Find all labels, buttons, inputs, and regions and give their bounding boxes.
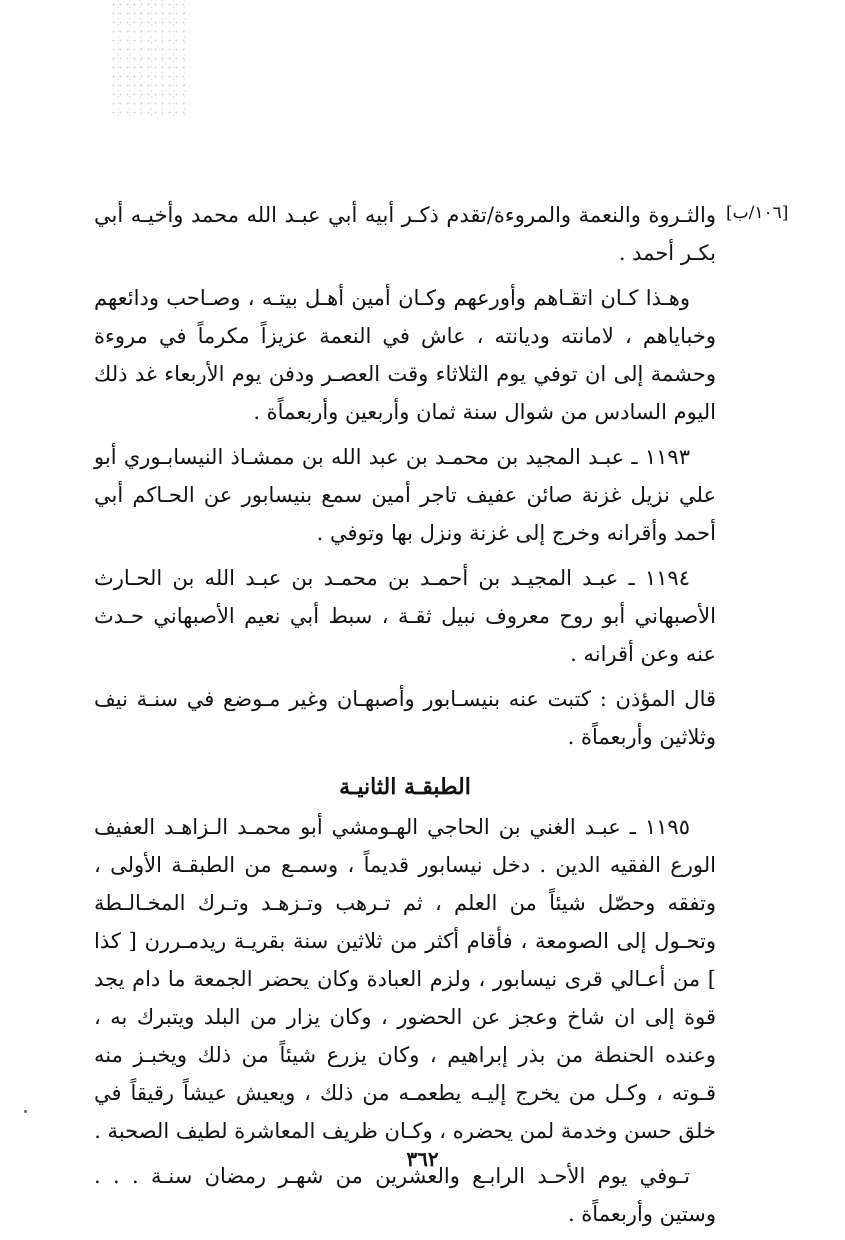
paragraph-biography-note: وهـذا كـان اتقـاهم وأورعهم وكـان أمين أهـل بيتـه ، وصـاحب ودائعهم وخباياهم ، لامانته وديانته ، عاش في النعمة عزيزاً مكرماً في مروءة وحشمة إلى ان توفي يوم الثلاثاء وقت العصـر ودفن يوم الأربعاء غد ذلك اليوم السادس من شوال سنة ثمان وأربعين وأربعماًة .	[94, 286, 716, 424]
page-body	[94, 196, 716, 1240]
paragraph-muezzin-quote: قال المؤذن : كتبت عنه بنيسـابور وأصبهـان وغير مـوضع في سنـة نيف وثلاثين وأربعماًة .	[94, 687, 716, 749]
section-heading: الطبقـة الثانيـة	[339, 774, 471, 800]
scan-dot-artifact	[24, 1110, 27, 1113]
folio-margin-reference: [١٠٦/ب]	[726, 203, 789, 223]
paragraph-continuation: والثـروة والنعمة والمروءة/تقدم ذكـر أبيه أبي عبـد الله محمد وأخيـه أبي بكـر أحمد .	[94, 203, 716, 265]
entry-1195: ١١٩٥ ـ عبـد الغني بن الحاجي الهـومشي أبو محمـد الـزاهـد العفيف الورع الفقيه الدين . دخل نيسابور قديماً ، وسمـع من الطبقـة الأولى ، وتفقه وحصّل شيئاً من العلم ، ثم تـرهب وتـزهـد وتـرك المخـالـطة وتحـول إلى الصومعة ، فأقام أكثر من ثلاثين سنة بقريـة ريدمـررن [ كذا ] من أعـالي قرى نيسابور ، ولزم العبادة وكان يحضر الجمعة ما دام يجد قوة إلى ان شاخ وعجز عن الحضور ، وكان يزار من البلد ويتبرك به ، وعنده الحنطة من بذر إبراهيم ، وكان يزرع شيئاً من ذلك ويخبـز منه قـوته ، وكـل من يخرج إليـه يطعمـه من ذلك ، ويعيش عيشاً رقيقاً في خلق حسن وخدمة لمن يحضره ، وكـان ظريف المعاشرة لطيف الصحبة .	[94, 815, 716, 1143]
scan-speckle-artifact	[110, 0, 190, 120]
entry-1194: ١١٩٤ ـ عبـد المجيـد بن أحمـد بن محمـد بن عبـد الله بن الحـارث الأصبهاني أبو روح معروف نبيل ثقـة ، سبط أبي نعيم الأصبهاني حـدث عنه وعن أقرانه .	[94, 566, 716, 666]
page-number: ٣٦٢	[406, 1147, 439, 1171]
entry-1193: ١١٩٣ ـ عبـد المجيد بن محمـد بن عبد الله بن ممشـاذ النيسابـوري أبو علي نزيل غزنة صائن عفيف تاجر أمين سمع بنيسابور عن الحـاكم أبي أحمد وأقرانه وخرج إلى غزنة ونزل بها وتوفي .	[94, 445, 716, 545]
paragraph-death-date: تـوفي يوم الأحـد الرابـع والعشرين من شهـر رمضان سنـة . . . وستين وأربعماًة .	[94, 1164, 716, 1226]
